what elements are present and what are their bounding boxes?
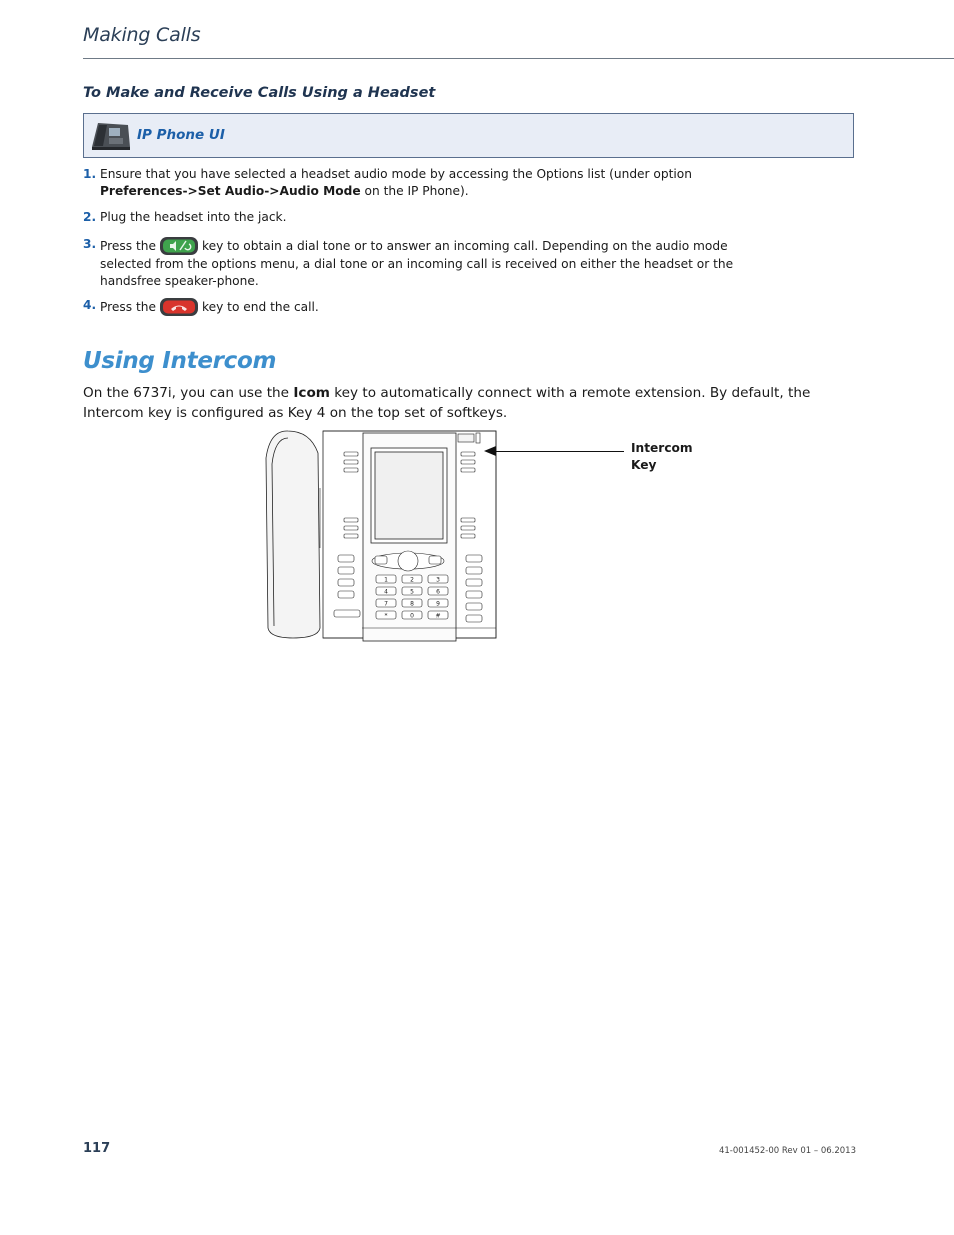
chapter-title: Making Calls bbox=[83, 24, 201, 46]
keypad-key-label: 1 bbox=[384, 576, 388, 584]
step-number: 2. bbox=[83, 210, 97, 224]
keypad-key-label: 5 bbox=[410, 588, 414, 596]
icom-key-name: Icom bbox=[293, 385, 330, 401]
keypad-key-label: 7 bbox=[384, 600, 388, 608]
phone-6737i-illustration bbox=[258, 428, 508, 642]
step-text: key to end the call. bbox=[201, 300, 319, 314]
intercom-key-callout bbox=[631, 440, 693, 474]
header-rule bbox=[83, 58, 954, 59]
step-number: 1. bbox=[83, 167, 97, 181]
callout-line-2: Key bbox=[631, 458, 657, 472]
step-text: key to obtain a dial tone or to answer an incoming call. Depending on the audio mode selected from the options menu, a dial tone or an incoming call is received on either the headset or the handsfree speaker-phone. bbox=[100, 239, 734, 288]
step-number: 4. bbox=[83, 298, 97, 312]
ip-phone-ui-label: IP Phone UI bbox=[137, 127, 225, 143]
step-text: Press the bbox=[100, 239, 156, 253]
step-text: Press the bbox=[100, 300, 156, 314]
page-number: 117 bbox=[83, 1141, 111, 1156]
keypad-key-label: 6 bbox=[436, 588, 440, 596]
document-id: 41-001452-00 Rev 01 – 06.2013 bbox=[718, 1146, 856, 1156]
section-intro bbox=[83, 383, 863, 423]
intro-text: key to automatically connect with a remote extension. By default, the Intercom key is configured as Key 4 on the top set of softkeys. bbox=[83, 385, 811, 421]
step-text: Plug the headset into the jack. bbox=[100, 210, 287, 224]
keypad-key-label: 9 bbox=[436, 600, 440, 608]
step-text: on the IP Phone). bbox=[360, 184, 469, 198]
intro-text: On the 6737i, you can use the bbox=[83, 385, 294, 401]
handsfree-headset-key-icon bbox=[159, 236, 199, 256]
step-number: 3. bbox=[83, 237, 97, 251]
keypad-key-label: 2 bbox=[410, 576, 414, 584]
callout-arrow-icon bbox=[484, 446, 496, 456]
callout-line bbox=[494, 451, 624, 452]
keypad-key-label: 3 bbox=[436, 576, 440, 584]
callout-line-1: Intercom bbox=[631, 441, 693, 455]
step-text: Ensure that you have selected a headset audio mode by accessing the Options list (under option bbox=[100, 167, 692, 181]
ip-phone-ui-box bbox=[83, 113, 854, 158]
procedure-title: To Make and Receive Calls Using a Headset bbox=[83, 85, 436, 101]
menu-path: Preferences->Set Audio->Audio Mode bbox=[100, 184, 361, 198]
goodbye-key-icon bbox=[159, 297, 199, 317]
section-title: Using Intercom bbox=[83, 348, 277, 374]
ip-phone-icon bbox=[88, 119, 132, 152]
keypad-key-label: * bbox=[384, 612, 388, 620]
intercom-key bbox=[476, 433, 480, 443]
keypad-key-label: 0 bbox=[410, 612, 414, 620]
keypad-key-label: 8 bbox=[410, 600, 414, 608]
keypad-key-label: 4 bbox=[384, 588, 388, 596]
keypad-key-label: # bbox=[435, 612, 441, 620]
